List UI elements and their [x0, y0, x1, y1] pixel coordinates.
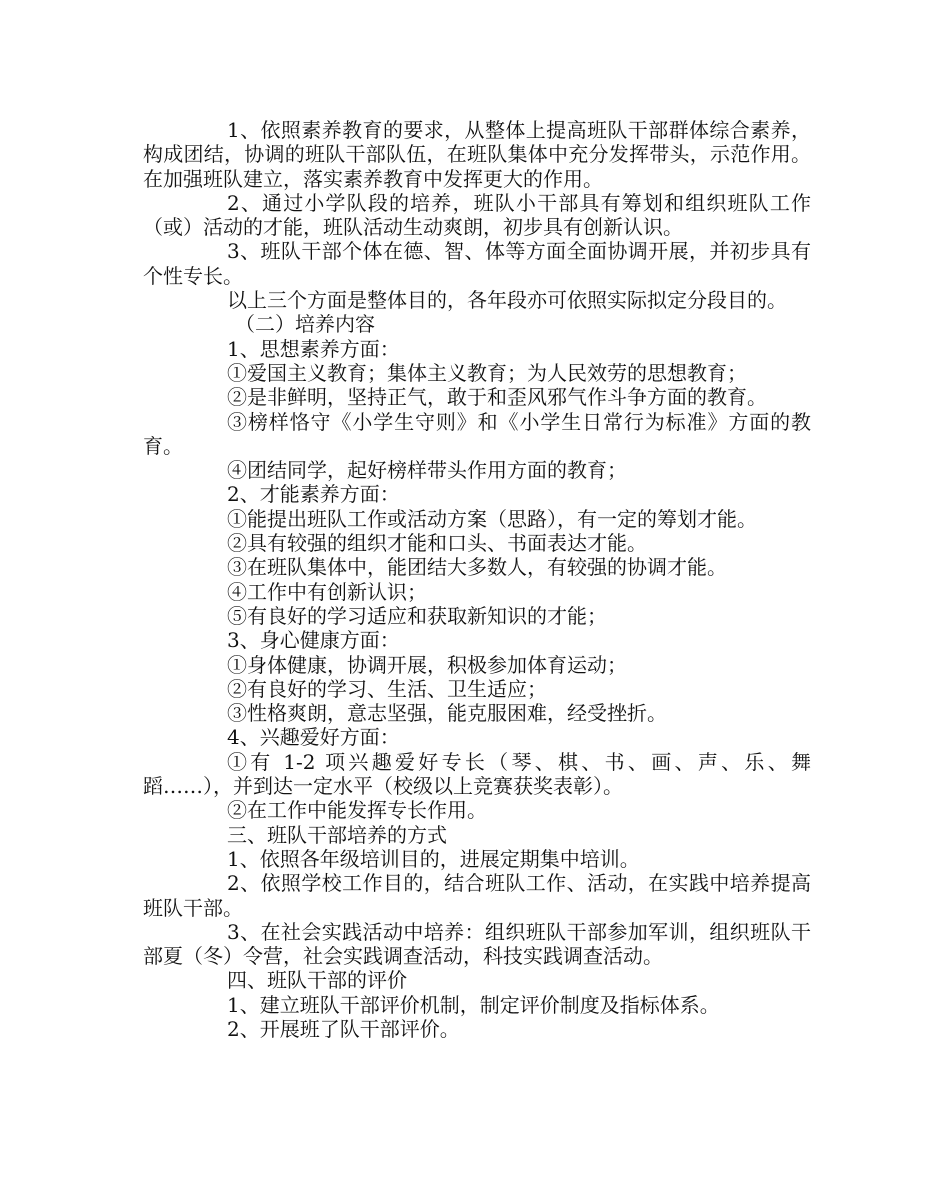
paragraph: 3、班队干部个体在德、智、体等方面全面协调开展，并初步具有个性专长。 — [143, 239, 811, 288]
list-item: ②有良好的学习、生活、卫生适应； — [227, 676, 547, 701]
list-item: 1、建立班队干部评价机制，制定评价制度及指标体系。 — [227, 992, 720, 1017]
list-item: ⑤有良好的学习适应和获取新知识的才能； — [227, 603, 607, 628]
list-item: ①有 1-2 项兴趣爱好专长（琴、棋、书、画、声、乐、舞蹈……），并到达一定水平（校级以上竞赛获奖表彰）。 — [143, 749, 811, 799]
list-item: ③性格爽朗，意志坚强，能克服困难，经受挫折。 — [227, 701, 667, 726]
list-item: ④团结同学，起好榜样带头作用方面的教育； — [227, 458, 627, 483]
list-item: ①爱国主义教育；集体主义教育；为人民效劳的思想教育； — [227, 360, 747, 385]
paragraph: 1、依照素养教育的要求，从整体上提高班队干部群体综合素养，构成团结，协调的班队干部队伍，在班队集体中充分发挥带头，示范作用。在加强班队建立，落实素养教育中发挥更大的作用。 — [143, 118, 811, 191]
document-body — [143, 118, 811, 1041]
list-item: ②是非鲜明，坚持正气，敢于和歪风邪气作斗争方面的教育。 — [227, 385, 767, 410]
subsection-heading: 2、才能素养方面： — [227, 482, 400, 507]
list-item: ③榜样恪守《小学生守则》和《小学生日常行为标准》方面的教育。 — [143, 409, 811, 458]
list-item: 2、开展班了队干部评价。 — [227, 1016, 460, 1041]
list-item: 3、在社会实践活动中培养：组织班队干部参加军训，组织班队干部夏（冬）令营，社会实践调查活动，科技实践调查活动。 — [143, 919, 811, 969]
list-item: 1、依照各年级培训目的，进展定期集中培训。 — [227, 846, 640, 871]
section-heading: 三、班队干部培养的方式 — [227, 822, 447, 847]
list-item: ①身体健康，协调开展，积极参加体育运动； — [227, 652, 627, 677]
paragraph: 2、通过小学队段的培养，班队小干部具有筹划和组织班队工作（或）活动的才能，班队活动生动爽朗，初步具有创新认识。 — [143, 190, 811, 240]
section-heading: 四、班队干部的评价 — [227, 968, 407, 993]
list-item: ③在班队集体中，能团结大多数人，有较强的协调才能。 — [227, 555, 727, 580]
paragraph: 以上三个方面是整体目的，各年段亦可依照实际拟定分段目的。 — [227, 288, 787, 313]
list-item: ②在工作中能发挥专长作用。 — [227, 798, 487, 823]
subsection-heading: 1、思想素养方面： — [227, 336, 400, 361]
list-item: 2、依照学校工作目的，结合班队工作、活动，在实践中培养提高班队干部。 — [143, 871, 811, 920]
subsection-heading: 4、兴趣爱好方面： — [227, 725, 400, 750]
section-heading: （二）培养内容 — [235, 312, 375, 337]
subsection-heading: 3、身心健康方面： — [227, 628, 400, 653]
list-item: ④工作中有创新认识； — [227, 579, 427, 604]
list-item: ②具有较强的组织才能和口头、书面表达才能。 — [227, 531, 647, 556]
list-item: ①能提出班队工作或活动方案（思路），有一定的筹划才能。 — [227, 506, 757, 531]
